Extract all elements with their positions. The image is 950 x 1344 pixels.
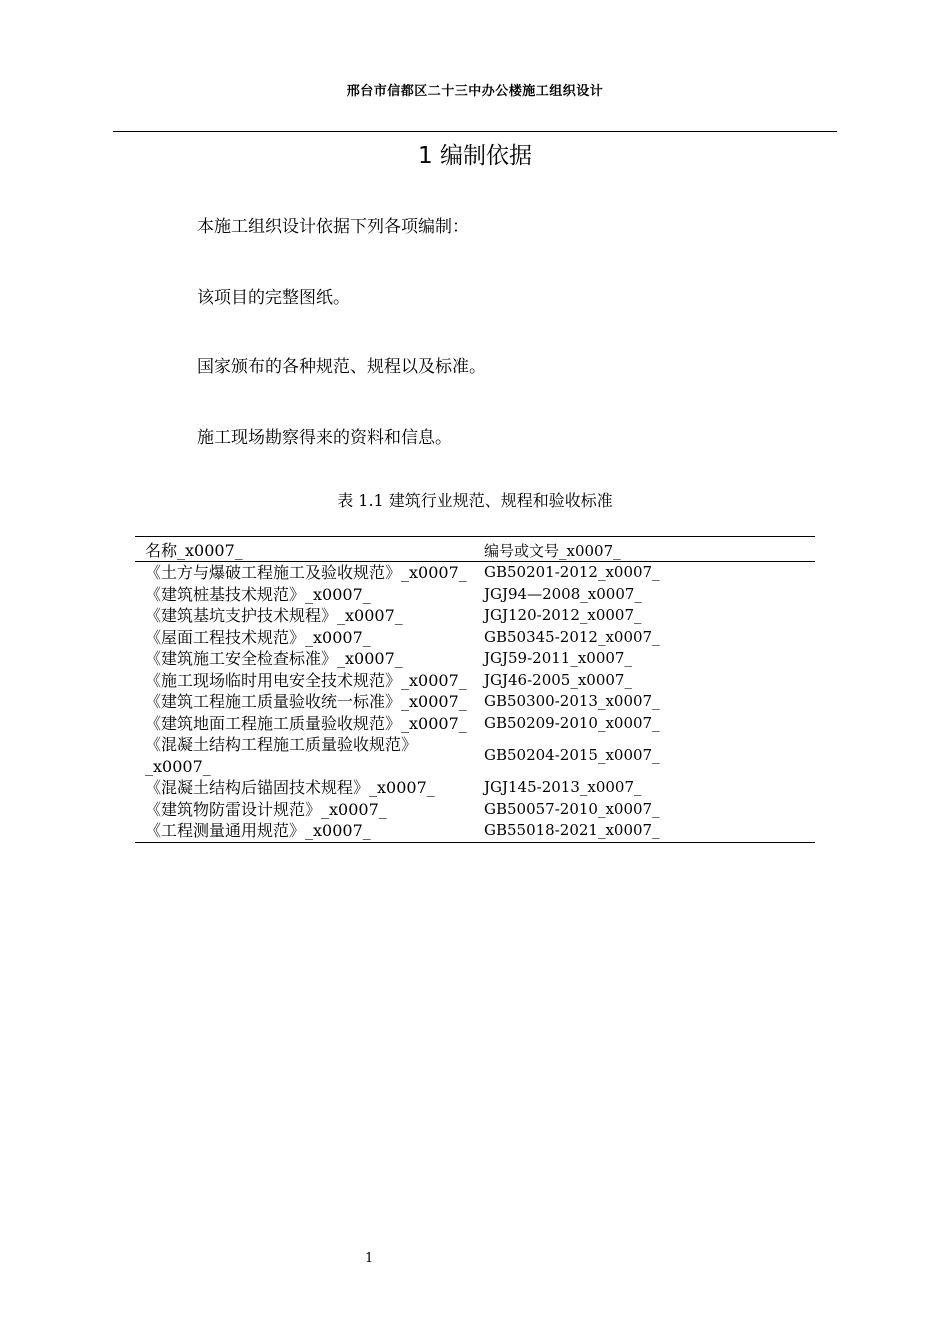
- column-header-code: 编号或文号_x0007_: [484, 542, 621, 560]
- table-bottom-rule: [135, 842, 815, 843]
- chapter-title: 1 编制依据: [418, 143, 532, 169]
- table-body: [135, 562, 815, 842]
- standard-name: 《工程测量通用规范》_x0007_: [145, 821, 371, 840]
- table-header-row: [135, 537, 815, 562]
- standard-name: 《屋面工程技术规范》_x0007_: [145, 627, 371, 647]
- standard-name: 《建筑物防雷设计规范》_x0007_: [145, 799, 387, 819]
- table-row: [135, 691, 815, 713]
- table-row: [135, 627, 815, 649]
- column-header-name: 名称_x0007_: [145, 541, 243, 560]
- standard-code: JGJ59-2011_x0007_: [484, 649, 632, 667]
- standard-name: 《建筑基坑支护技术规程》_x0007_: [145, 606, 403, 625]
- paragraph-standards: 国家颁布的各种规范、规程以及标准。: [197, 357, 486, 377]
- header-divider: [113, 131, 837, 132]
- standard-code: JGJ145-2013_x0007_: [484, 778, 642, 796]
- table-row: [135, 648, 815, 670]
- standard-name: 《施工现场临时用电安全技术规范》_x0007_: [145, 670, 467, 690]
- standards-table: [135, 536, 815, 843]
- standard-name: 《土方与爆破工程施工及验收规范》_x0007_: [145, 563, 467, 582]
- table-row: [135, 799, 815, 821]
- table-row: [135, 820, 815, 842]
- table-row: [135, 584, 815, 606]
- standard-code: GB50204-2015_x0007_: [484, 745, 660, 764]
- table-row: [135, 605, 815, 627]
- standard-name: 《建筑工程施工质量验收统一标准》_x0007_: [145, 692, 467, 711]
- table-row: [135, 777, 815, 799]
- standard-code: GB50201-2012_x0007_: [484, 563, 660, 581]
- standard-code: GB55018-2021_x0007_: [484, 821, 660, 839]
- paragraph-drawings: 该项目的完整图纸。: [197, 288, 350, 308]
- standard-code: JGJ120-2012_x0007_: [484, 606, 642, 624]
- standard-code: JGJ46-2005_x0007_: [484, 670, 632, 689]
- table-row: [135, 734, 815, 777]
- table-row: [135, 713, 815, 735]
- page-number: 1: [365, 1251, 374, 1266]
- table-caption: 表 1.1 建筑行业规范、规程和验收标准: [337, 491, 613, 510]
- standard-code: GB50209-2010_x0007_: [484, 713, 660, 732]
- standard-code: GB50345-2012_x0007_: [484, 627, 660, 646]
- standard-name: 《建筑桩基技术规范》_x0007_: [145, 584, 371, 604]
- standard-name: 《建筑施工安全检查标准》_x0007_: [145, 649, 403, 668]
- standard-code: GB50057-2010_x0007_: [484, 799, 660, 818]
- table-row: [135, 562, 815, 584]
- standard-name: 《混凝土结构后锚固技术规程》_x0007_: [145, 778, 435, 797]
- standard-name: 《混凝土结构工程施工质量验收规范》_x0007_: [145, 735, 418, 776]
- standard-code: JGJ94—2008_x0007_: [484, 584, 642, 603]
- paragraph-site-info: 施工现场勘察得来的资料和信息。: [197, 428, 452, 448]
- page-header: 邢台市信都区二十三中办公楼施工组织设计: [346, 84, 604, 99]
- paragraph-intro: 本施工组织设计依据下列各项编制：: [197, 217, 469, 237]
- standard-code: GB50300-2013_x0007_: [484, 692, 660, 710]
- table-row: [135, 670, 815, 692]
- standard-name: 《建筑地面工程施工质量验收规范》_x0007_: [145, 713, 467, 733]
